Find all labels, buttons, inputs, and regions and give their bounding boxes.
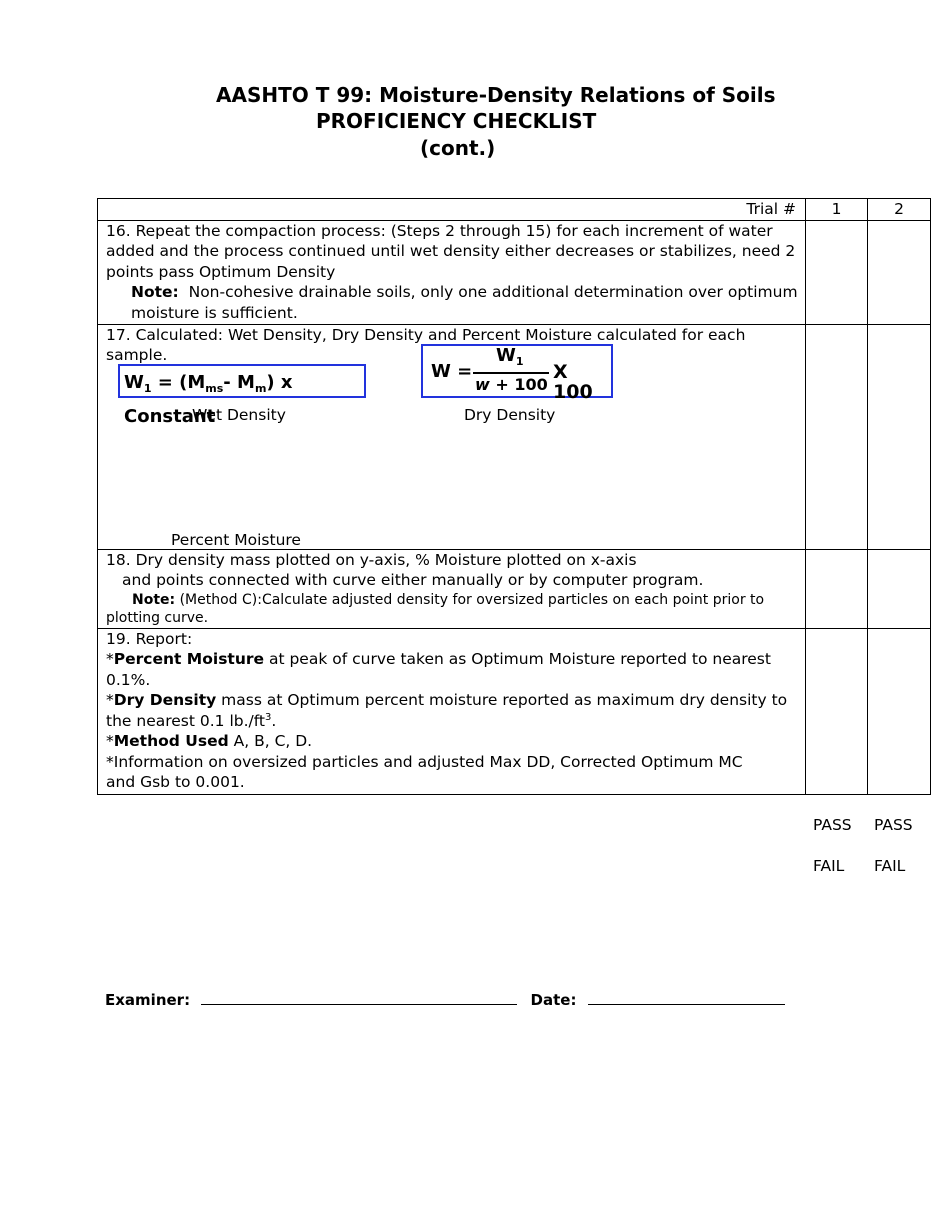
step-17-trial-2-check[interactable] (868, 324, 931, 549)
step-19-trial-1-check[interactable] (806, 628, 868, 794)
date-label: Date: (530, 991, 577, 1009)
step-18-note: Note: (Method C):Calculate adjusted density for oversized particles on each point prior to plotting curve. (106, 591, 765, 626)
step-19-heading: 19. Report: (106, 629, 193, 648)
step-16-cell (98, 220, 806, 324)
pass-trial-1[interactable]: PASS (813, 816, 852, 834)
wet-density-formula: $W_1 = (M_{ms}-$ $M_m$) x Constant (118, 364, 366, 398)
step-16-trial-1-check[interactable] (806, 220, 868, 324)
trial-label: Trial # (98, 199, 806, 221)
percent-moisture-label: Percent Moisture (171, 530, 301, 549)
step-19-item-oversized: *Information on oversized particles and adjusted Max DD, Corrected Optimum MC (106, 752, 743, 771)
step-19-cell (98, 628, 806, 794)
table-row (98, 220, 931, 324)
trial-2-header: 2 (868, 199, 931, 221)
examiner-label: Examiner: (105, 991, 191, 1009)
step-16-note (106, 282, 805, 323)
step-17-cell (98, 324, 806, 549)
wet-density-label: Wet Density (192, 405, 286, 424)
step-18-trial-2-check[interactable] (868, 549, 931, 628)
table-header-row (98, 199, 931, 221)
pass-trial-2[interactable]: PASS (874, 816, 913, 834)
step-19-item-oversized-cont: and Gsb to 0.001. (106, 773, 245, 791)
step-18-cell (98, 549, 806, 628)
note-label: Note: (131, 283, 179, 301)
signature-row (105, 990, 785, 1009)
checklist-table (97, 198, 931, 795)
note-text: Non-cohesive drainable soils, only one additional determination over optimum moisture is sufficient. (131, 283, 798, 322)
page-subtitle-cont: (cont.) (420, 136, 496, 160)
step-19-item-method: *Method Used A, B, C, D. (106, 732, 313, 750)
table-row (98, 324, 931, 549)
step-18-line2: and points connected with curve either manually or by computer program. (122, 571, 704, 589)
table-row (98, 549, 931, 628)
table-row (98, 628, 931, 794)
step-16-trial-2-check[interactable] (868, 220, 931, 324)
date-line[interactable] (588, 990, 785, 1005)
step-17-trial-1-check[interactable] (806, 324, 868, 549)
page-title: AASHTO T 99: Moisture-Density Relations of Soils (216, 83, 776, 107)
dry-density-label: Dry Density (464, 405, 556, 424)
step-18-line1: 18. Dry density mass plotted on y-axis, % Moisture plotted on x-axis (106, 550, 637, 569)
step-16-text: 16. Repeat the compaction process: (Steps 2 through 15) for each increment of water added and the process continued until wet density either decreases or stabilizes, need 2 points pass Optimum Density (106, 221, 796, 281)
page-subtitle: PROFICIENCY CHECKLIST (316, 109, 597, 133)
step-18-trial-1-check[interactable] (806, 549, 868, 628)
fraction-bar (473, 372, 549, 374)
dry-density-formula: W = $W_1$ w + 100 X 100 (421, 344, 613, 398)
step-17-text: 17. Calculated: Wet Density, Dry Density and Percent Moisture calculated for each sample. (106, 325, 746, 364)
step-19-trial-2-check[interactable] (868, 628, 931, 794)
trial-1-header: 1 (806, 199, 868, 221)
fail-trial-2[interactable]: FAIL (874, 857, 906, 875)
step-19-item-percent-moisture: *Percent Moisture at peak of curve taken as Optimum Moisture reported to nearest 0.1%. (106, 650, 771, 689)
step-19-item-dry-density: *Dry Density mass at Optimum percent moisture reported as maximum dry density to the nearest 0.1 $lb./ft^3$. (106, 691, 788, 730)
examiner-signature-line[interactable] (201, 990, 517, 1005)
fail-trial-1[interactable]: FAIL (813, 857, 845, 875)
